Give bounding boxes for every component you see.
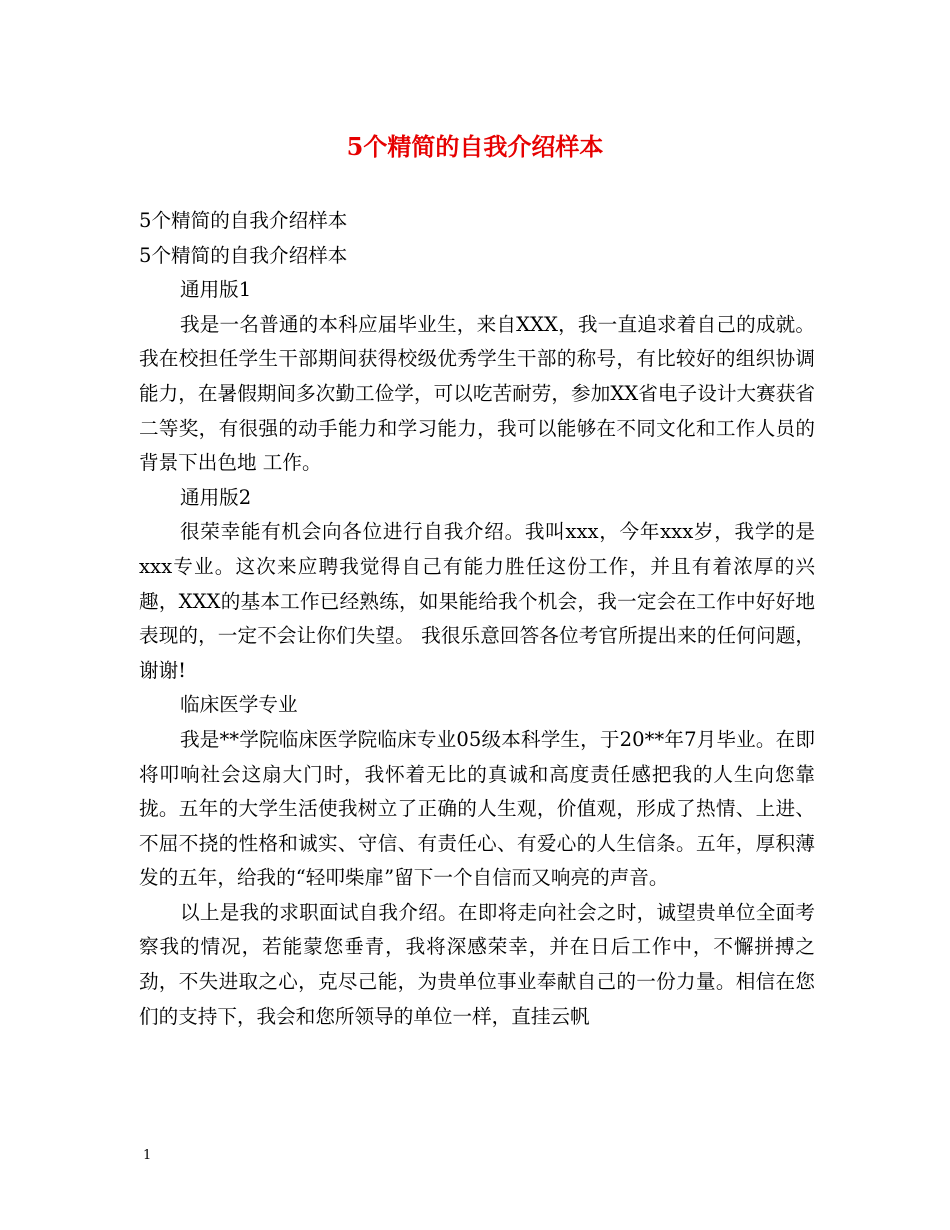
section-heading: 通用版1 — [180, 278, 252, 302]
document-title: 5个精简的自我介绍样本 — [346, 132, 604, 161]
section-paragraph: 我是**学院临床医学院临床专业05级本科学生，于20**年7月毕业。在即将叩响社会这扇大门时，我怀着无比的真诚和高度责任感把我的人生向您靠拢。五年的大学生活使我树立了正确的人生观，价值观，形成了热情、上进、不屈不挠的性格和诚实、守信、有责任心、有爱心的人生信条。五年，厚积薄发的五年，给我的“轻叩柴扉”留下一个自信而又响亮的声音。 — [139, 727, 815, 890]
section-heading: 通用版2 — [180, 485, 252, 509]
section-paragraph: 很荣幸能有机会向各位进行自我介绍。我叫xxx，今年xxx岁，我学的是xxx专业。这次来应聘我觉得自己有能力胜任这份工作，并且有着浓厚的兴趣，XXX的基本工作已经熟练，如果能给我个机会，我一定会在工作中好好地表现的，一定不会让你们失望。 我很乐意回答各位考官所提出来的任何问题，谢谢! — [139, 520, 815, 682]
document-body — [139, 204, 815, 1034]
section-heading: 临床医学专业 — [180, 693, 298, 717]
subtitle-line: 5个精简的自我介绍样本 — [139, 209, 348, 232]
subtitle-line: 5个精简的自我介绍样本 — [139, 243, 348, 267]
closing-paragraph: 以上是我的求职面试自我介绍。在即将走向社会之时，诚望贵单位全面考察我的情况，若能蒙您垂青，我将深感荣幸，并在日后工作中，不懈拼搏之劲，不失进取之心，克尽己能，为贵单位事业奉献自己的一份力量。相信在您们的支持下，我会和您所领导的单位一样，直挂云帆 — [139, 900, 815, 1028]
page-number: 1 — [143, 1148, 152, 1163]
section-paragraph: 我是一名普通的本科应届毕业生，来自XXX，我一直追求着自己的成就。我在校担任学生干部期间获得校级优秀学生干部的称号，有比较好的组织协调能力，在暑假期间多次勤工俭学，可以吃苦耐劳，参加XX省电子设计大赛获省二等奖，有很强的动手能力和学习能力，我可以能够在不同文化和工作人员的背景下出色地 工作。 — [139, 312, 815, 475]
